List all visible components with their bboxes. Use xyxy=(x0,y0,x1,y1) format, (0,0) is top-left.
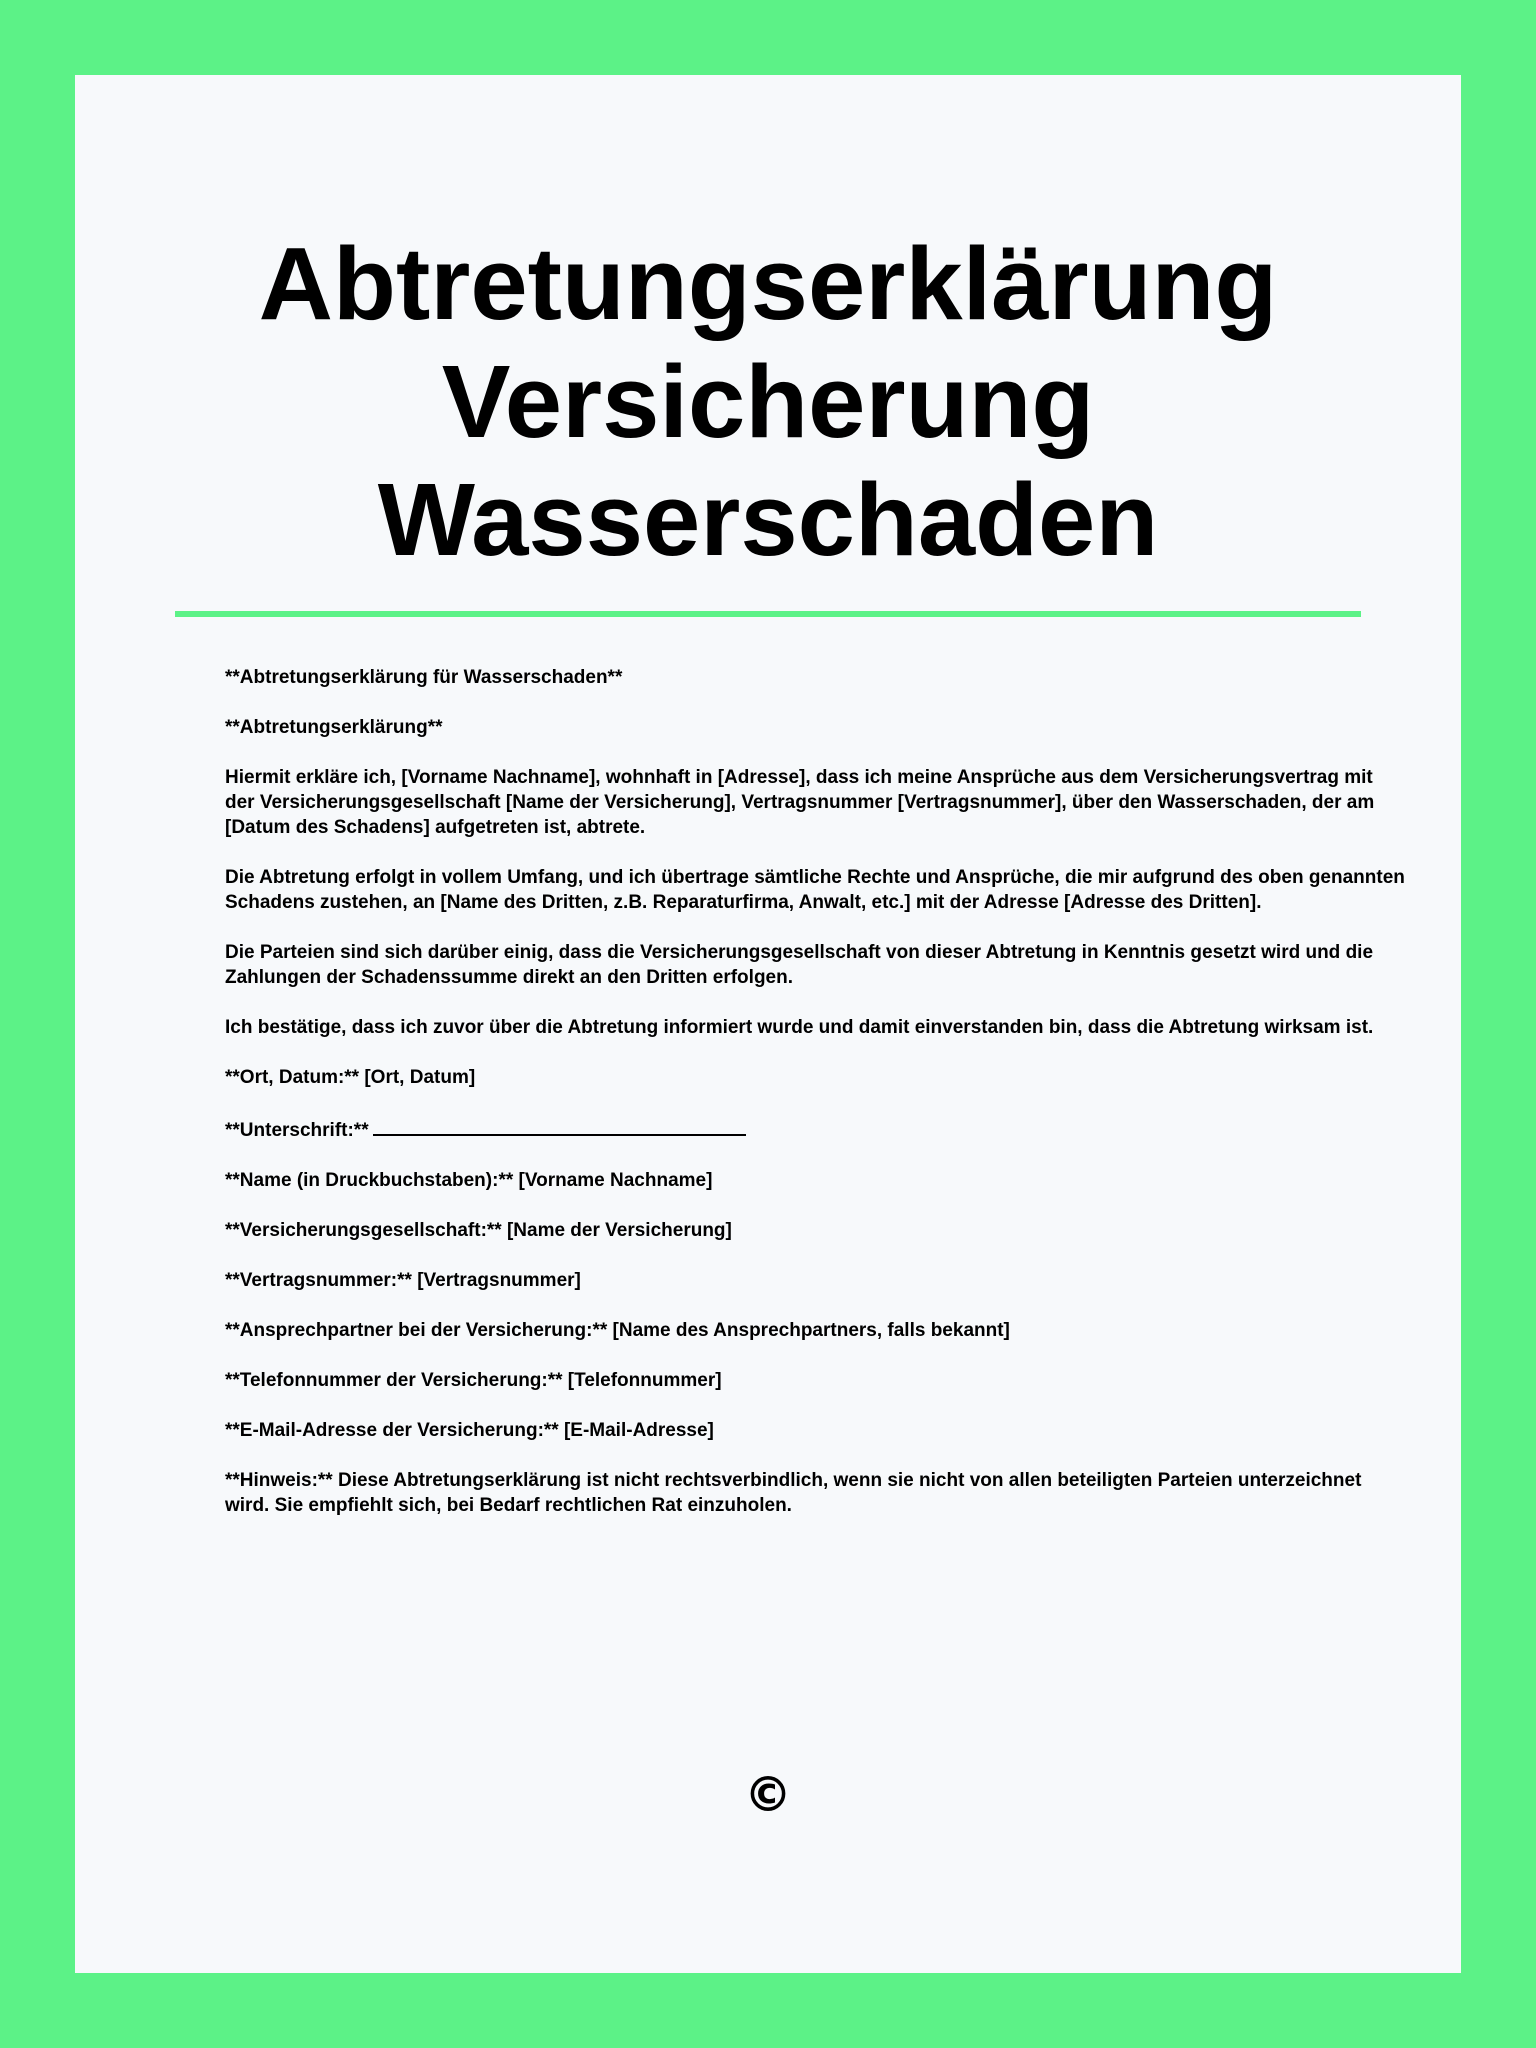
title-line-2: Versicherung xyxy=(441,344,1095,459)
title-divider xyxy=(175,611,1361,617)
paragraph-confirmation: Ich bestätige, dass ich zuvor über die Abtretung informiert wurde und damit einverstanden bin, dass die Abtretung wirksam ist. xyxy=(225,1017,1374,1038)
paragraph-agreement: Die Parteien sind sich darüber einig, dass die Versicherungsgesellschaft von dieser Abtretung in Kenntnis gesetzt wird und die Zahlungen der Schadenssumme direkt an den Dritten erfolgen. xyxy=(225,942,1374,988)
paragraph-scope: Die Abtretung erfolgt in vollem Umfang, und ich übertrage sämtliche Rechte und Ansprüche, die mir aufgrund des oben genannten Schadens zustehen, an [Name des Dritten, z.B. Reparaturfirma, Anwalt, etc.] mit der Adresse [Adresse des Dritten]. xyxy=(225,867,1405,913)
copyright-icon: © xyxy=(744,1767,792,1823)
title-line-3: Wasserschaden xyxy=(377,462,1159,577)
signature-line xyxy=(373,1115,746,1136)
contract-number-field: **Vertragsnummer:** [Vertragsnummer] xyxy=(225,1270,581,1291)
title-line-1: Abtretungserklärung xyxy=(258,226,1278,341)
insurer-field: **Versicherungsgesellschaft:** [Name der Versicherung] xyxy=(225,1220,732,1241)
signature-row xyxy=(225,1115,1405,1143)
notice-paragraph: **Hinweis:** Diese Abtretungserklärung ist nicht rechtsverbindlich, wenn sie nicht von allen beteiligten Parteien unterzeichnet wird. Sie empfiehlt sich, bei Bedarf rechtlichen Rat einzuholen. xyxy=(225,1470,1362,1516)
document-page xyxy=(75,75,1461,1973)
name-field: **Name (in Druckbuchstaben):** [Vorname Nachname] xyxy=(225,1170,713,1191)
contact-person-field: **Ansprechpartner bei der Versicherung:** [Name des Ansprechpartners, falls bekannt] xyxy=(225,1320,1010,1341)
email-field: **E-Mail-Adresse der Versicherung:** [E-Mail-Adresse] xyxy=(225,1420,714,1441)
document-title xyxy=(75,225,1461,579)
phone-field: **Telefonnummer der Versicherung:** [Telefonnummer] xyxy=(225,1370,722,1391)
heading-assignment: **Abtretungserklärung** xyxy=(225,717,443,738)
signature-label: **Unterschrift:** xyxy=(225,1120,369,1141)
place-date-field: **Ort, Datum:** [Ort, Datum] xyxy=(225,1067,476,1088)
document-body xyxy=(225,665,1405,1543)
paragraph-declaration: Hiermit erkläre ich, [Vorname Nachname], wohnhaft in [Adresse], dass ich meine Ansprüche aus dem Versicherungsvertrag mit der Versicherungsgesellschaft [Name der Versicherung], Vertragsnummer [Vertragsnummer], über den Wasserschaden, der am [Datum des Schadens] aufgetreten ist, abtrete. xyxy=(225,767,1375,838)
heading-assignment-water-damage: **Abtretungserklärung für Wasserschaden** xyxy=(225,667,623,688)
